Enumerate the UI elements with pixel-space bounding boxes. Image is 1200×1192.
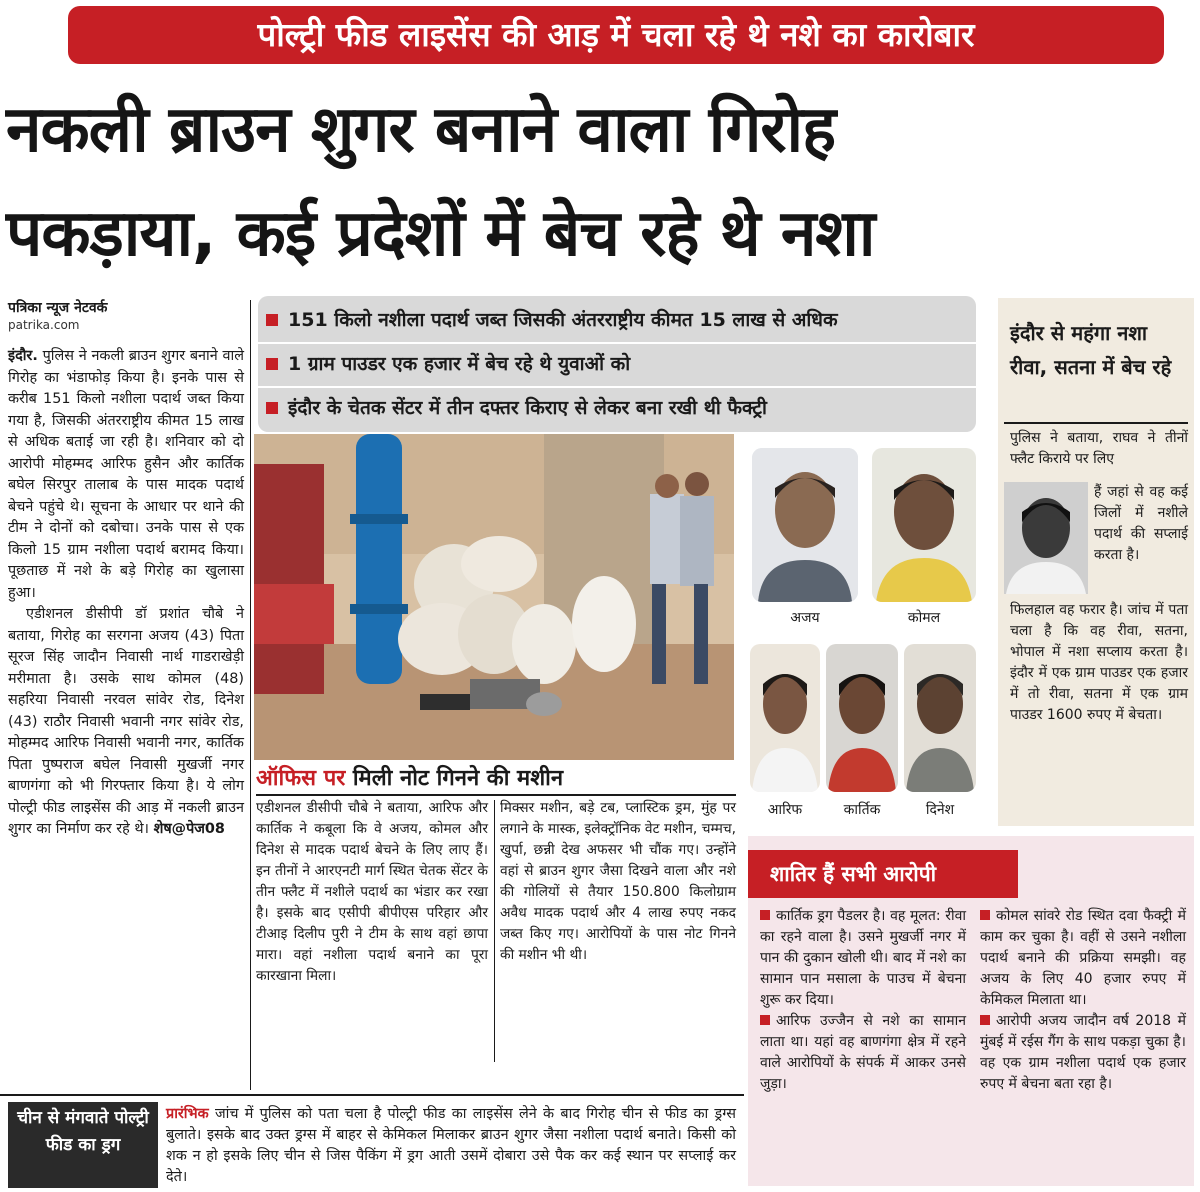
china-box-text bbox=[166, 1104, 736, 1188]
bullet-square-icon bbox=[760, 910, 770, 920]
mugshot-label: दिनेश bbox=[925, 802, 955, 818]
china-box-rule bbox=[0, 1094, 744, 1096]
person-photo-icon bbox=[904, 644, 976, 792]
accused-item-text: कार्तिक ड्रग पैडलर है। वह मूलत: रीवा का रहने वाला है। उसने मुखर्जी नगर में पान की दुकान खोली थी। बाद में नशे का सामान पान मसाला के पाउच में बेचना शुरू कर दिया। bbox=[760, 908, 966, 1008]
accused-item-text: आरिफ उज्जैन से नशे का सामान लाता था। यहां वह बाणगंगा क्षेत्र में रहने वाले आरोपियों के संपर्क में आकर उनसे जुड़ा। bbox=[760, 1013, 966, 1092]
person-photo-icon bbox=[750, 644, 820, 792]
raid-photo-illustration bbox=[254, 434, 734, 760]
highlight-item bbox=[266, 300, 838, 340]
person-photo-icon bbox=[872, 448, 976, 602]
mugshot-label: कोमल bbox=[907, 610, 941, 626]
bullet-square-icon bbox=[980, 1015, 990, 1025]
mugshot-ajay bbox=[752, 448, 858, 602]
person-photo-icon bbox=[826, 644, 898, 792]
accused-item bbox=[760, 1011, 966, 1095]
office-story-heading-black: मिली नोट गिनने की मशीन bbox=[345, 766, 564, 791]
highlights-box bbox=[258, 296, 976, 432]
mugshot-dinesh bbox=[904, 644, 976, 792]
accused-box-title: शातिर हैं सभी आरोपी bbox=[748, 850, 1018, 898]
office-story-col-2: मिक्सर मशीन, बड़े टब, प्लास्टिक ड्रम, मुंह पर लगाने के मास्क, इलेक्ट्रॉनिक वेट मशीन, चम्मच, खुर्पा, छन्नी देख अफसर भी चौंक गए। उन्होंने वहां से ब्राउन शुगर जैसा दिखने वाला और नशे की गोलियों से तैयार 150.800 किलोग्राम अवैध मादक पदार्थ और 4 लाख रुपए नकद जब्त किए गए। आरोपियों के पास नोट गिनने की मशीन भी थी। bbox=[500, 800, 736, 963]
bullet-square-icon bbox=[266, 314, 278, 326]
accused-item bbox=[760, 906, 966, 1011]
highlight-item bbox=[266, 344, 630, 384]
dateline: इंदौर. bbox=[8, 348, 38, 364]
mugshot-label: कार्तिक bbox=[843, 802, 881, 818]
mugshot-arif bbox=[750, 644, 820, 792]
accused-left-col bbox=[760, 906, 966, 1095]
main-story-text-1: पुलिस ने नकली ब्राउन शुगर बनाने वाले गिरोह का भंडाफोड़ किया है। इनके पास से करीब 151 किलो नशीला पदार्थ जब्त किया गया है, जिसकी अंतरराष्ट्रीय कीमत 15 लाख से अधिक बताई जा रही है। शनिवार को दो आरोपी मोहम्मद आरिफ हुसैन और कार्तिक बघेल सिरपुर तालाब के पास मादक पदार्थ बेचने पहुंचे थे। सूचना के आधार पर थाने की टीम ने दोनों को दबोचा। उनके पास से एक किलो 15 ग्राम नशीला पदार्थ बरामद किया। पूछताछ में नशे के बड़े गिरोह का खुलासा हुआ। bbox=[8, 348, 244, 601]
office-story-rule bbox=[256, 794, 736, 796]
raid-photo bbox=[254, 434, 734, 760]
main-story-para-1 bbox=[8, 346, 244, 604]
bullet-square-icon bbox=[980, 910, 990, 920]
highlight-text: 151 किलो नशीला पदार्थ जब्त जिसकी अंतरराष्ट्रीय कीमत 15 लाख से अधिक bbox=[288, 309, 838, 331]
office-column-divider bbox=[494, 800, 495, 1062]
bullet-square-icon bbox=[760, 1015, 770, 1025]
column-divider bbox=[250, 300, 251, 1090]
accused-item-text: कोमल सांवरे रोड स्थित दवा फैक्ट्री में काम कर चुका है। वहीं से उसने नशीला पदार्थ बनाने की प्रक्रिया समझी। वह अजय के लिए 40 हजार रुपए में केमिकल मिलाता था। bbox=[980, 908, 1186, 1008]
person-photo-icon bbox=[1004, 482, 1088, 594]
accused-right-col bbox=[980, 906, 1186, 1095]
continued-link[interactable]: शेष@पेज08 bbox=[153, 821, 225, 837]
accused-item bbox=[980, 1011, 1186, 1095]
person-photo-icon bbox=[752, 448, 858, 602]
mugshot-komal bbox=[872, 448, 976, 602]
headline-line-1: नकली ब्राउन शुगर बनाने वाला गिरोह bbox=[6, 93, 836, 167]
main-story-text-2: एडीशनल डीसीपी डॉ प्रशांत चौबे ने बताया, गिरोह का सरगना अजय (43) पिता सूरज सिंह जादौन निवासी नार्थ गाडराखेड़ी मरीमाता है। उसके साथ कोमल (48) सहरिया निवासी नरवल सांवेर रोड, दिनेश (43) राठौर निवासी भवानी नगर सांवेर रोड, मोहम्मद आरिफ निवासी भवानी नगर, कार्तिक पिता पुष्पराज बघेल निवासी मुखर्जी नगर बाणगंगा को भी गिरफ्तार किया है। ये लोग पोल्ट्री फीड लाइसेंस की आड़ में नकली ब्राउन शुगर का निर्माण कर रहे थे। bbox=[8, 606, 244, 837]
sidebar-text-side: हैं जहां से वह कई जिलों में नशीले पदार्थ की सप्लाई करता है। bbox=[1094, 484, 1188, 563]
mugshot-label: अजय bbox=[790, 610, 820, 626]
office-story-col-1: एडीशनल डीसीपी चौबे ने बताया, आरिफ और कार्तिक ने कबूला कि वे अजय, कोमल और दिनेश से मादक पदार्थ बेचने के लिए लाए हैं। इन तीनों ने आरएनटी मार्ग स्थित चेतक सेंटर के तीन फ्लैट में नशीले पदार्थ का भंडार कर रखा है। इसके बाद एसीपी बीपीएस परिहार और टीआइ दिलीप पुरी ने टीम के साथ वहां छापा मारा। वहां नशीला पदार्थ बनाने का पूरा कारखाना मिला। bbox=[256, 800, 488, 984]
accused-item bbox=[980, 906, 1186, 1011]
sidebar-text-top: पुलिस ने बताया, राघव ने तीनों फ्लैट किराये पर लिए bbox=[1010, 430, 1188, 467]
headline bbox=[6, 78, 1194, 286]
china-box-heading: चीन से मंगवाते पोल्ट्री फीड का ड्रग bbox=[8, 1102, 158, 1188]
sidebar-rule bbox=[1004, 422, 1188, 424]
kicker-banner: पोल्ट्री फीड लाइसेंस की आड़ में चला रहे थे नशे का कारोबार bbox=[68, 6, 1164, 64]
highlight-text: 1 ग्राम पाउडर एक हजार में बेच रहे थे युवाओं को bbox=[288, 353, 631, 375]
highlight-text: इंदौर के चेतक सेंटर में तीन दफ्तर किराए से लेकर बना रखी थी फैक्ट्री bbox=[288, 397, 767, 419]
accused-item-text: आरोपी अजय जादौन वर्ष 2018 में मुंबई में रईस गैंग के साथ पकड़ा चुका है। वह एक ग्राम नशीला पदार्थ एक हजार रुपए में बेचना बता रहा है। bbox=[980, 1013, 1186, 1092]
byline-name: पत्रिका न्यूज नेटवर्क bbox=[8, 300, 108, 316]
main-story-para-2 bbox=[8, 604, 244, 841]
office-story-heading-red: ऑफिस पर bbox=[256, 766, 346, 791]
office-story-heading bbox=[256, 762, 736, 794]
china-box-body: जांच में पुलिस को पता चला है पोल्ट्री फीड का लाइसेंस लेने के बाद गिरोह चीन से फीड का ड्रग्स बुलाते। इसके बाद उक्त ड्रग्स में बाहर से केमिकल मिलाकर ब्राउन शुगर जैसा नशीला पदार्थ बनाते। किसी को शक न हो इसके लिए चीन से जिस पैकिंग में ड्रग आती उसमें दोबारा उसे पैक कर कई स्थान पर सप्लाई कर देते। bbox=[166, 1106, 736, 1185]
sidebar-text-bottom: फिलहाल वह फरार है। जांच में पता चला है कि वह रीवा, सतना, भोपाल में नशा सप्लाय करता है। इंदौर में एक ग्राम पाउडर एक हजार में तो रीवा, सतना में एक ग्राम पाउडर 1600 रुपए में बेचता। bbox=[1010, 602, 1188, 723]
highlight-item bbox=[266, 388, 767, 428]
sidebar-title: इंदौर से महंगा नशा रीवा, सतना में बेच रहे bbox=[1010, 321, 1172, 379]
byline-site: patrika.com bbox=[8, 318, 80, 332]
bullet-square-icon bbox=[266, 402, 278, 414]
bullet-square-icon bbox=[266, 358, 278, 370]
china-box-lead: प्रारंभिक bbox=[166, 1106, 209, 1122]
mugshot-kartik bbox=[826, 644, 898, 792]
mugshot-label: आरिफ bbox=[767, 802, 803, 818]
headline-line-2: पकड़ाया, कई प्रदेशों में बेच रहे थे नशा bbox=[6, 197, 875, 271]
main-story bbox=[8, 346, 244, 1096]
sidebar-photo bbox=[1004, 482, 1088, 594]
